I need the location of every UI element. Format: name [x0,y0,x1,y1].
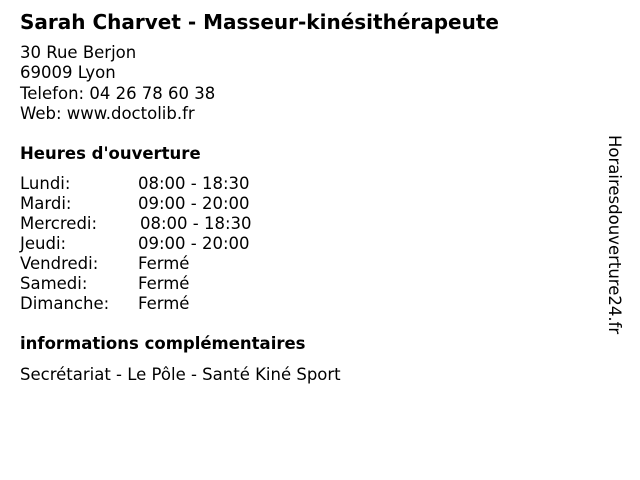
hours-day: Dimanche: [20,294,110,313]
additional-info-heading: informations complémentaires [20,334,306,353]
address-block [20,43,215,124]
hours-time: 08:00 - 18:30 [140,214,252,233]
site-watermark: Horairesdouverture24.fr [605,135,624,335]
page-title: Sarah Charvet - Masseur-kinésithérapeute [20,10,499,34]
hours-time: Fermé [138,254,190,273]
address-street: 30 Rue Berjon [20,43,137,62]
hours-day: Samedi: [20,274,88,293]
hours-day: Mardi: [20,194,72,213]
address-web: Web: www.doctolib.fr [20,103,195,123]
opening-hours-heading: Heures d'ouverture [20,144,201,163]
hours-time: 08:00 - 18:30 [138,174,250,193]
address-city: 69009 Lyon [20,63,116,83]
hours-day: Lundi: [20,174,71,193]
hours-day: Mercredi: [20,214,98,233]
hours-time: Fermé [138,294,190,313]
hours-time: 09:00 - 20:00 [138,234,250,253]
hours-time: 09:00 - 20:00 [138,194,250,213]
hours-day: Jeudi: [20,234,67,253]
hours-day: Vendredi: [20,254,99,273]
additional-info-text: Secrétariat - Le Pôle - Santé Kiné Sport [20,365,341,384]
hours-time: Fermé [138,274,190,293]
address-phone: Telefon: 04 26 78 60 38 [20,83,216,103]
